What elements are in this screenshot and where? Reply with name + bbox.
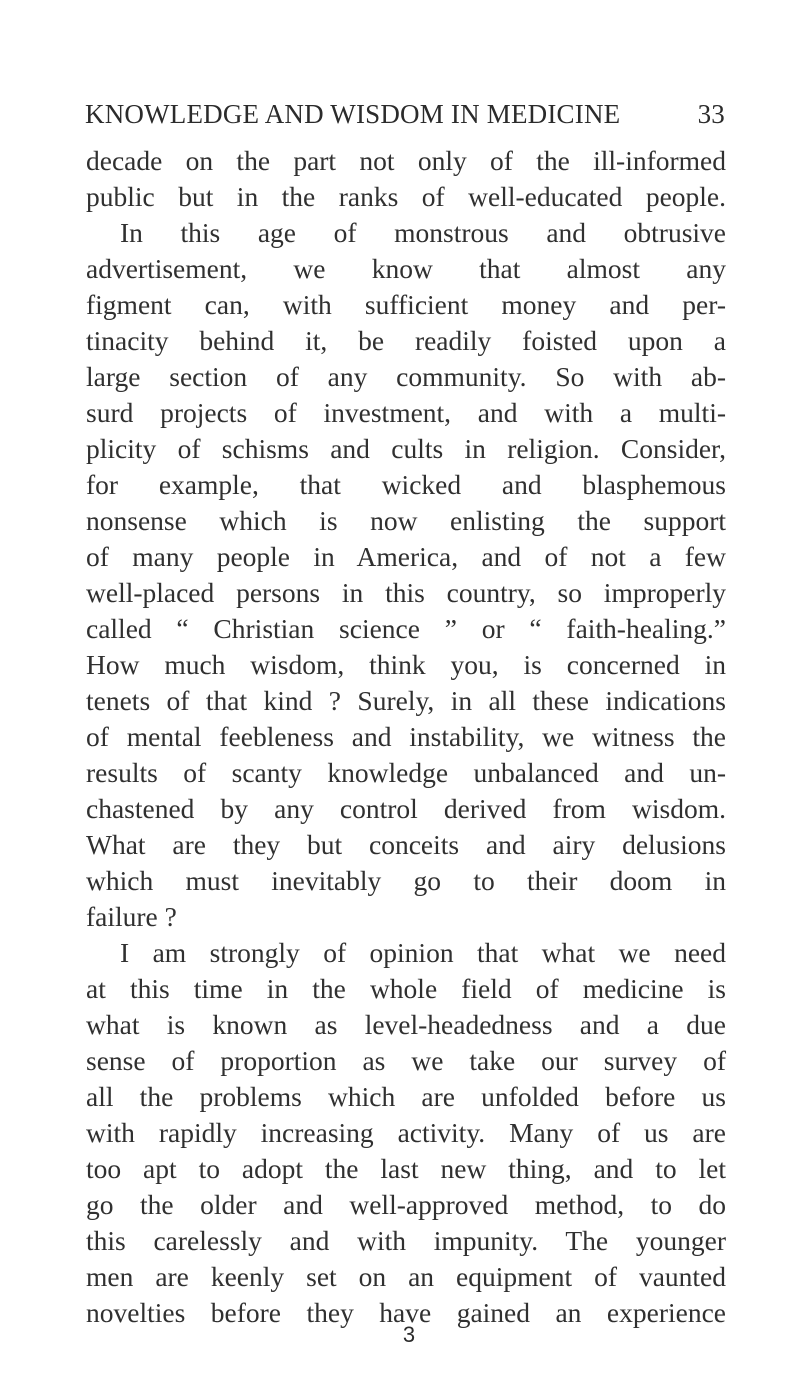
text-line: large section of any community. So with ab- bbox=[86, 361, 726, 392]
text-line: results of scanty knowledge unbalanced and un- bbox=[86, 757, 726, 788]
text-line: all the problems which are unfolded before us bbox=[86, 1081, 726, 1112]
text-line: which must inevitably go to their doom in bbox=[86, 865, 726, 896]
text-line: what is known as level-headedness and a due bbox=[86, 1009, 726, 1040]
text-line: for example, that wicked and blasphemous bbox=[86, 469, 726, 500]
text-line: sense of proportion as we take our survey of bbox=[86, 1045, 726, 1076]
text-line: tinacity behind it, be readily foisted upon a bbox=[86, 325, 726, 356]
text-line: of many people in America, and of not a few bbox=[86, 541, 726, 572]
text-line: go the older and well-approved method, to do bbox=[86, 1189, 726, 1220]
text-line: called “ Christian science ” or “ faith-healing.” bbox=[86, 613, 726, 644]
text-line: at this time in the whole field of medicine is bbox=[86, 973, 726, 1004]
body-text bbox=[86, 143, 726, 1331]
text-line: with rapidly increasing activity. Many of us are bbox=[86, 1117, 726, 1148]
text-line: novelties before they have gained an experience bbox=[86, 1297, 726, 1328]
text-line: public but in the ranks of well-educated people. bbox=[86, 181, 726, 212]
text-line: surd projects of investment, and with a multi- bbox=[86, 397, 726, 428]
text-line: too apt to adopt the last new thing, and to let bbox=[86, 1153, 726, 1184]
text-line: chastened by any control derived from wisdom. bbox=[86, 793, 726, 824]
text-line: What are they but conceits and airy delusions bbox=[86, 829, 726, 860]
text-line: tenets of that kind ? Surely, in all these indications bbox=[86, 685, 726, 716]
text-line: this carelessly and with impunity. The younger bbox=[86, 1225, 726, 1256]
text-line: men are keenly set on an equipment of vaunted bbox=[86, 1261, 726, 1292]
text-line: How much wisdom, think you, is concerned in bbox=[86, 649, 726, 680]
page-number: 33 bbox=[697, 99, 725, 129]
text-line: well-placed persons in this country, so improperly bbox=[86, 577, 726, 608]
text-line: nonsense which is now enlisting the support bbox=[86, 505, 726, 536]
signature-mark: 3 bbox=[402, 1322, 416, 1347]
text-line: In this age of monstrous and obtrusive bbox=[120, 217, 726, 248]
text-line: failure ? bbox=[86, 901, 177, 932]
text-line: advertisement, we know that almost any bbox=[86, 253, 726, 284]
text-line: figment can, with sufficient money and per- bbox=[86, 289, 726, 320]
text-line: decade on the part not only of the ill-informed bbox=[86, 145, 726, 176]
header-title: KNOWLEDGE AND WISDOM IN MEDICINE bbox=[85, 99, 621, 129]
text-line: of mental feebleness and instability, we witness the bbox=[86, 721, 726, 752]
running-header bbox=[85, 96, 725, 132]
text-line: plicity of schisms and cults in religion. Consider, bbox=[86, 433, 726, 464]
text-line: I am strongly of opinion that what we need bbox=[120, 937, 726, 968]
